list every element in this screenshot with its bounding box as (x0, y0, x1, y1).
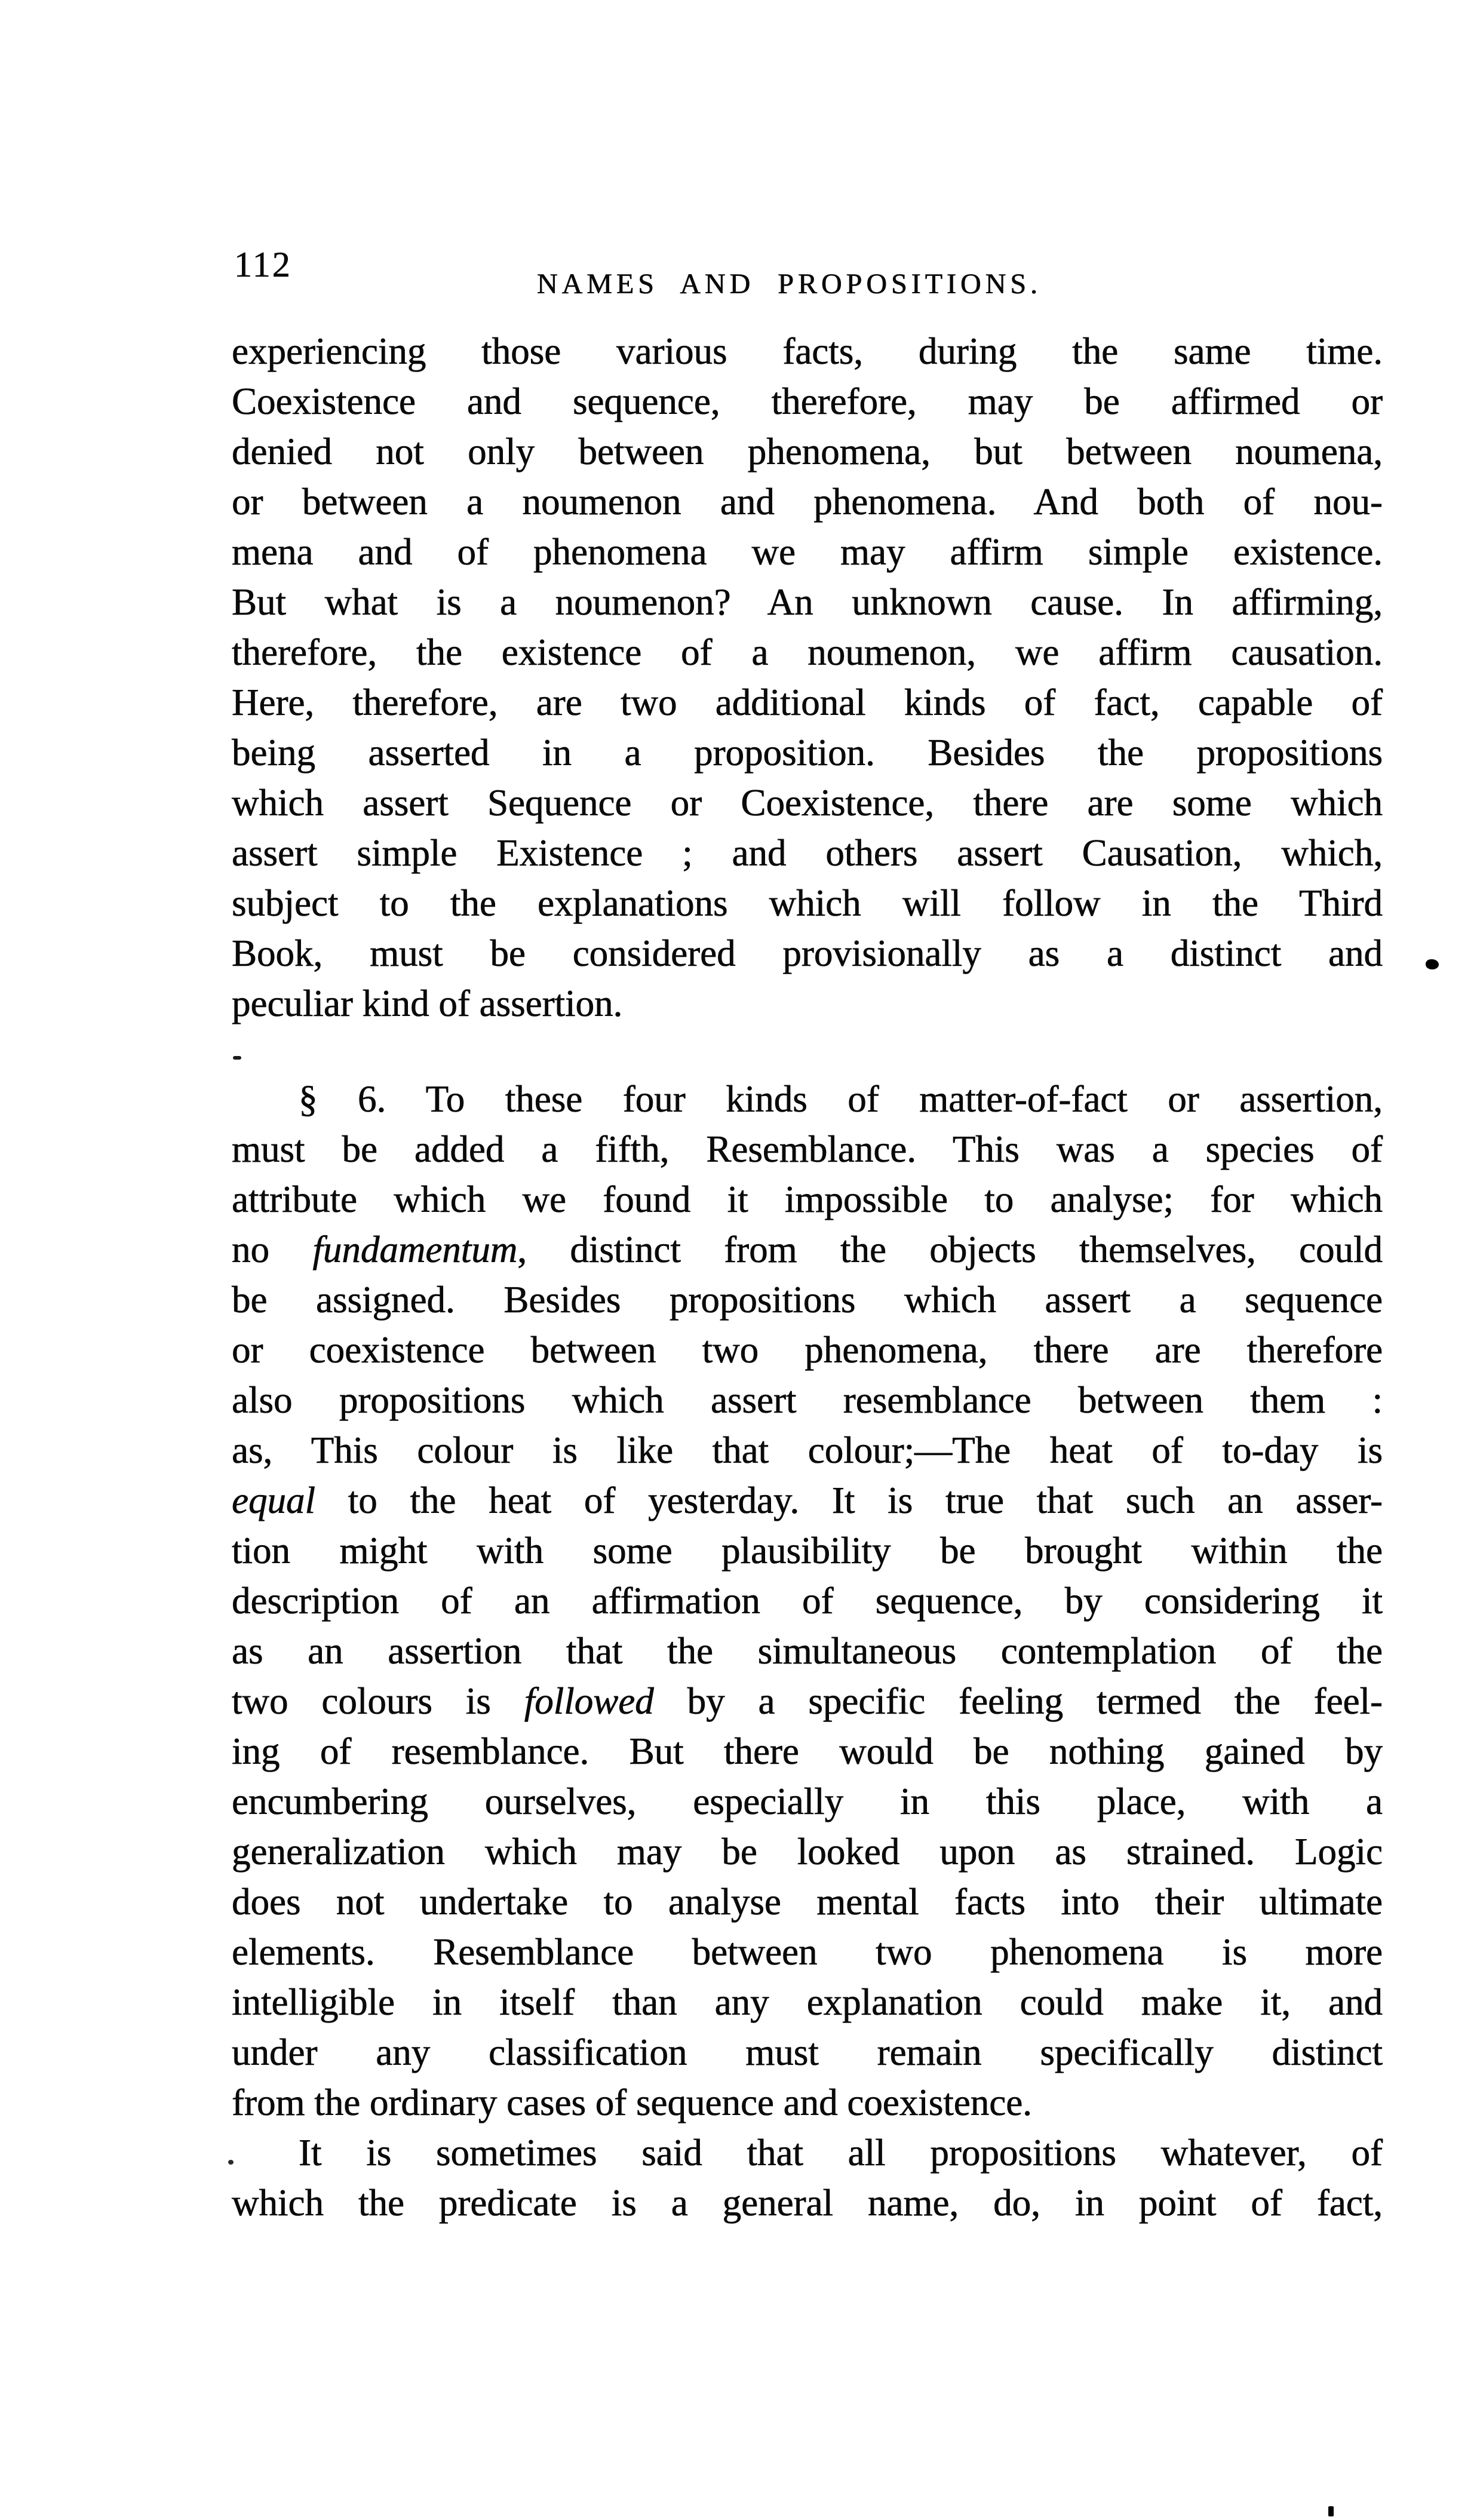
text-run: generalization which may be looked upon as strained. Logic (232, 1831, 1383, 1873)
text-run: peculiar kind of assertion. (232, 983, 623, 1024)
text-run: be assigned. Besides propositions which assert a sequence (232, 1279, 1383, 1321)
text-line (232, 1726, 1383, 1776)
text-run: which the predicate is a general name, do, in point of fact, (232, 2182, 1383, 2224)
text-line (232, 778, 1383, 828)
italic-text-run: fundamentum (312, 1229, 518, 1270)
text-line (232, 1325, 1383, 1375)
text-run: no (232, 1229, 313, 1270)
text-line (232, 527, 1383, 577)
text-line (232, 2027, 1383, 2077)
text-line (232, 1576, 1383, 1626)
text-line (232, 2077, 1383, 2128)
text-line (232, 728, 1383, 778)
text-run: elements. Resemblance between two phenomena is more (232, 1931, 1383, 1973)
ink-speck-bottom (1328, 2506, 1334, 2516)
text-line (232, 928, 1383, 978)
text-run: by a specific feeling termed the feel- (653, 1680, 1383, 1722)
text-line (232, 477, 1383, 527)
text-line (232, 1174, 1383, 1224)
text-run: encumbering ourselves, especially in this place, with a (232, 1781, 1383, 1822)
text-line (232, 1124, 1383, 1174)
text-run: , distinct from the objects themselves, could (517, 1229, 1383, 1270)
text-run: as, This colour is like that colour;—The heat of to-day is (232, 1429, 1383, 1471)
text-run: also propositions which assert resemblance between them : (232, 1379, 1383, 1421)
text-run: under any classification must remain specifically distinct (232, 2031, 1383, 2073)
text-line (232, 828, 1383, 878)
text-run: But what is a noumenon? An unknown cause. In affirming, (232, 581, 1383, 623)
ink-speck-left-dot (228, 2160, 234, 2165)
text-run: two colours is (232, 1680, 524, 1722)
text-run: or between a noumenon and phenomena. And both of nou- (232, 481, 1383, 523)
text-line (232, 426, 1383, 477)
text-run: as an assertion that the simultaneous contemplation of the (232, 1630, 1383, 1672)
italic-text-run: followed (524, 1680, 654, 1722)
text-line (232, 627, 1383, 677)
text-run: denied not only between phenomena, but between noumena, (232, 431, 1383, 472)
text-run: § 6. To these four kinds of matter-of-fact or assertion, (299, 1078, 1383, 1120)
running-title: NAMES AND PROPOSITIONS. (536, 268, 1042, 300)
text-line (232, 878, 1383, 928)
text-run: subject to the explanations which will follow in the Third (232, 882, 1383, 924)
text-line (232, 1626, 1383, 1676)
text-run: It is sometimes said that all propositions whatever, of (299, 2132, 1383, 2174)
text-line (232, 1074, 1383, 1124)
text-run: attribute which we found it impossible to analyse; for which (232, 1178, 1383, 1220)
text-run: does not undertake to analyse mental facts into their ultimate (232, 1881, 1383, 1923)
text-line (232, 978, 1383, 1029)
text-line (232, 1827, 1383, 1877)
text-run: experiencing those various facts, during the same time. (232, 330, 1383, 372)
text-line (232, 1927, 1383, 1977)
text-run: assert simple Existence ; and others assert Causation, which, (232, 832, 1383, 874)
text-run: which assert Sequence or Coexistence, there are some which (232, 782, 1383, 824)
ink-speck-right-margin (1426, 959, 1439, 969)
text-line (232, 1375, 1383, 1425)
text-line (232, 2178, 1383, 2228)
text-run: Book, must be considered provisionally as a distinct and (232, 932, 1383, 974)
text-run: intelligible in itself than any explanation could make it, and (232, 1981, 1383, 2023)
text-line (232, 1676, 1383, 1726)
text-run: therefore, the existence of a noumenon, we affirm causation. (232, 631, 1383, 673)
text-line (232, 326, 1383, 376)
text-run: mena and of phenomena we may affirm simple existence. (232, 531, 1383, 573)
text-line (232, 2128, 1383, 2178)
text-line (232, 1776, 1383, 1827)
text-run: ing of resemblance. But there would be nothing gained by (232, 1730, 1383, 1772)
text-run: tion might with some plausibility be brought within the (232, 1530, 1383, 1571)
text-run: must be added a fifth, Resemblance. This was a species of (232, 1128, 1383, 1170)
text-line (232, 1275, 1383, 1325)
text-line (232, 1475, 1383, 1525)
page-number: 112 (234, 245, 292, 284)
text-line (232, 1977, 1383, 2027)
text-run: description of an affirmation of sequence, by considering it (232, 1580, 1383, 1622)
ink-speck-left-dash (233, 1056, 241, 1060)
text-line (232, 577, 1383, 627)
text-line (232, 677, 1383, 728)
text-line (232, 1425, 1383, 1475)
text-run: Coexistence and sequence, therefore, may be affirmed or (232, 380, 1383, 422)
text-run: or coexistence between two phenomena, there are therefore (232, 1329, 1383, 1371)
text-line (232, 376, 1383, 426)
text-run: Here, therefore, are two additional kinds of fact, capable of (232, 682, 1383, 723)
italic-text-run: equal (232, 1480, 315, 1521)
text-line (232, 1877, 1383, 1927)
body-text (232, 326, 1383, 2228)
text-line (232, 1224, 1383, 1275)
text-run: from the ordinary cases of sequence and coexistence. (232, 2082, 1032, 2123)
text-line (232, 1525, 1383, 1576)
text-run: being asserted in a proposition. Besides the propositions (232, 732, 1383, 774)
text-run: to the heat of yesterday. It is true that such an asser- (315, 1480, 1383, 1521)
